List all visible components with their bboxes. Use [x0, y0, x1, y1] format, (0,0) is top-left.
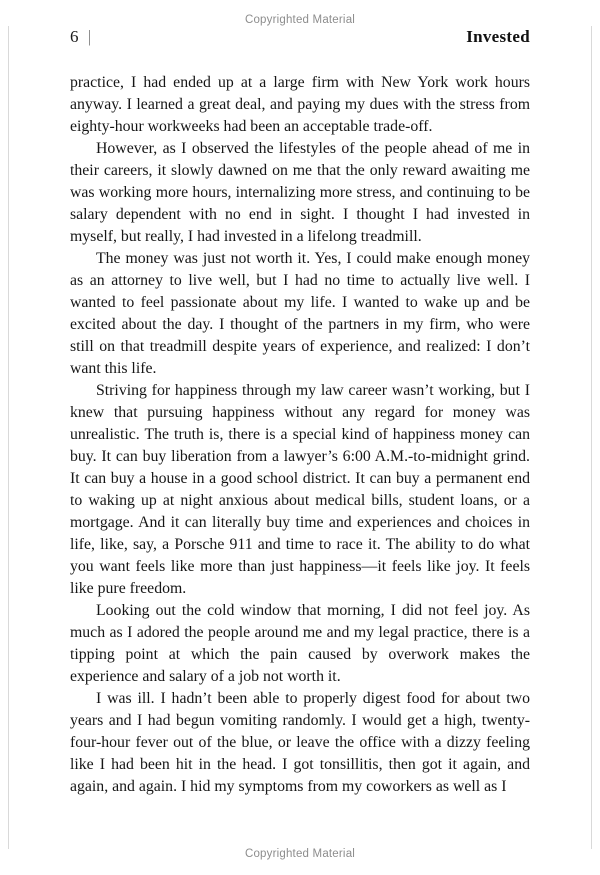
page-number: 6 — [70, 27, 79, 46]
page-edge-left — [8, 26, 9, 849]
copyright-watermark-bottom: Copyrighted Material — [244, 848, 356, 860]
paragraph: However, as I observed the lifestyles of the people ahead of me in their careers, it slowly dawned on me that the only reward awaiting me was working more hours, internalizing more stress, and continuing to be salary dependent with no end in sight. I thought I had invested in myself, but really, I had invested in a lifelong treadmill. — [70, 140, 530, 245]
page-number-group — [70, 27, 91, 47]
page-edge-right — [591, 26, 592, 849]
page-header — [70, 27, 530, 47]
copyright-watermark-top: Copyrighted Material — [244, 14, 356, 26]
body-text — [70, 72, 530, 798]
page-number-separator: | — [88, 27, 91, 46]
book-title: Invested — [466, 27, 530, 46]
paragraph: Striving for happiness through my law career wasn’t working, but I knew that pursuing happiness without any regard for money was unrealistic. The truth is, there is a special kind of happiness money can buy. It can buy liberation from a lawyer’s 6:00 A.M.-to-midnight grind. It can buy a house in a good school district. It can buy a permanent end to waking up at night anxious about medical bills, student loans, or a mortgage. And it can literally buy time and experiences and choices in life, like, say, a Porsche 911 and time to race it. The ability to do what you want feels like more than just happiness—it feels like joy. It feels like pure freedom. — [70, 382, 530, 597]
paragraph: I was ill. I hadn’t been able to properly digest food for about two years and I had begun vomiting randomly. I would get a high, twenty-four-hour fever out of the blue, or leave the office with a dizzy feeling like I had been hit in the head. I got tonsillitis, then got it again, and again, and again. I hid my symptoms from my coworkers as well as I — [70, 690, 530, 795]
paragraph: practice, I had ended up at a large firm with New York work hours anyway. I learned a great deal, and paying my dues with the stress from eighty-hour workweeks had been an acceptable trade-off. — [70, 74, 530, 135]
paragraph: Looking out the cold window that morning, I did not feel joy. As much as I adored the people around me and my legal practice, there is a tipping point at which the pain caused by overwork makes the experience and salary of a job not worth it. — [70, 602, 530, 685]
paragraph: The money was just not worth it. Yes, I could make enough money as an attorney to live well, but I had no time to actually live well. I wanted to feel passionate about my life. I wanted to wake up and be excited about the day. I thought of the partners in my firm, who were still on that treadmill despite years of experience, and realized: I don’t want this life. — [70, 250, 530, 377]
